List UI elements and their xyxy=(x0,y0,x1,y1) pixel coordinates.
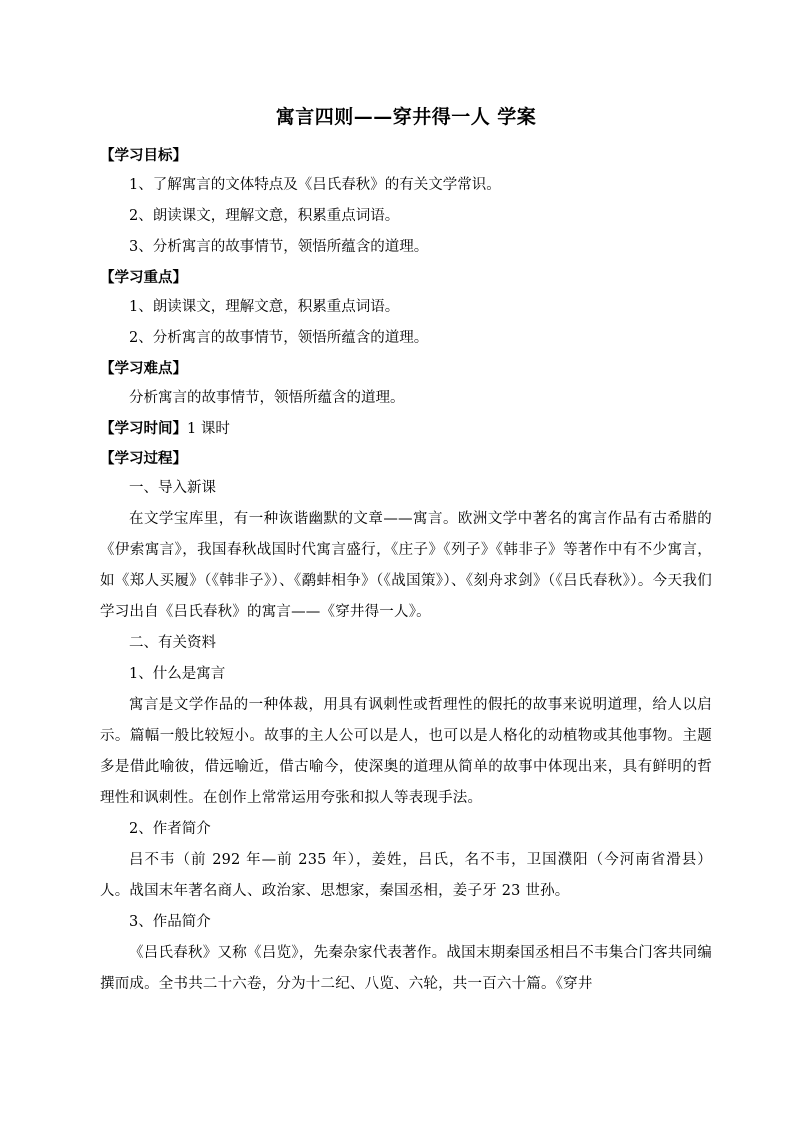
section-heading-goals: 【学习目标】 xyxy=(100,147,187,164)
document-title: 寓言四则——穿井得一人 学案 xyxy=(275,106,537,128)
subheading-intro: 一、导入新课 xyxy=(129,480,216,496)
time-heading-label: 【学习时间】 xyxy=(100,420,187,437)
document-page xyxy=(100,103,712,1000)
goal-item: 2、朗读课文，理解文意，积累重点词语。 xyxy=(129,208,400,224)
paragraph-intro: 在文学宝库里，有一种诙谐幽默的文章——寓言。欧洲文学中著名的寓言作品有古希腊的《伊索寓言》，我国春秋战国时代寓言盛行，《庄子》《列子》《韩非子》等著作中有不少寓言，如《郑人买履》（《韩非子》）、《鹬蚌相争》（《战国策》）、《刻舟求剑》（《吕氏春秋》）。今天我们学习出自《吕氏春秋》的寓言——《穿井得一人》。 xyxy=(100,511,712,620)
key-point-item: 2、分析寓言的故事情节，领悟所蕴含的道理。 xyxy=(129,330,429,346)
goal-item: 1、了解寓言的文体特点及《吕氏春秋》的有关文学常识。 xyxy=(129,177,501,193)
paragraph-work: 《吕氏春秋》又称《吕览》，先秦杂家代表著作。战国末期秦国丞相吕不韦集合门客共同编撰而成。全书共二十六卷，分为十二纪、八览、六轮，共一百六十篇。《穿井 xyxy=(100,945,712,992)
subheading-work: 3、作品简介 xyxy=(129,914,211,930)
subheading-author: 2、作者简介 xyxy=(129,821,211,837)
subheading-resources: 二、有关资料 xyxy=(129,635,216,651)
difficulty-item: 分析寓言的故事情节，领悟所蕴含的道理。 xyxy=(129,390,405,406)
section-heading-difficulty: 【学习难点】 xyxy=(100,360,187,377)
subheading-what-is-fable: 1、什么是寓言 xyxy=(129,666,226,682)
time-value: 1 课时 xyxy=(187,421,230,437)
section-heading-time xyxy=(100,414,712,444)
section-heading-process: 【学习过程】 xyxy=(100,450,187,467)
section-heading-key-points: 【学习重点】 xyxy=(100,269,187,286)
goal-item: 3、分析寓言的故事情节，领悟所蕴含的道理。 xyxy=(129,239,429,255)
paragraph-what-is-fable: 寓言是文学作品的一种体裁，用具有讽刺性或哲理性的假托的故事来说明道理，给人以启示。篇幅一般比较短小。故事的主人公可以是人，也可以是人格化的动植物或其他事物。主题多是借此喻彼，借远喻近，借古喻今，使深奥的道理从简单的故事中体现出来，具有鲜明的哲理性和讽刺性。在创作上常常运用夸张和拟人等表现手法。 xyxy=(100,697,712,806)
key-point-item: 1、朗读课文，理解文意，积累重点词语。 xyxy=(129,299,400,315)
paragraph-author: 吕不韦（前 292 年—前 235 年），姜姓，吕氏，名不韦，卫国濮阳（今河南省滑县）人。战国末年著名商人、政治家、思想家，秦国丞相，姜子牙 23 世孙。 xyxy=(100,852,712,899)
